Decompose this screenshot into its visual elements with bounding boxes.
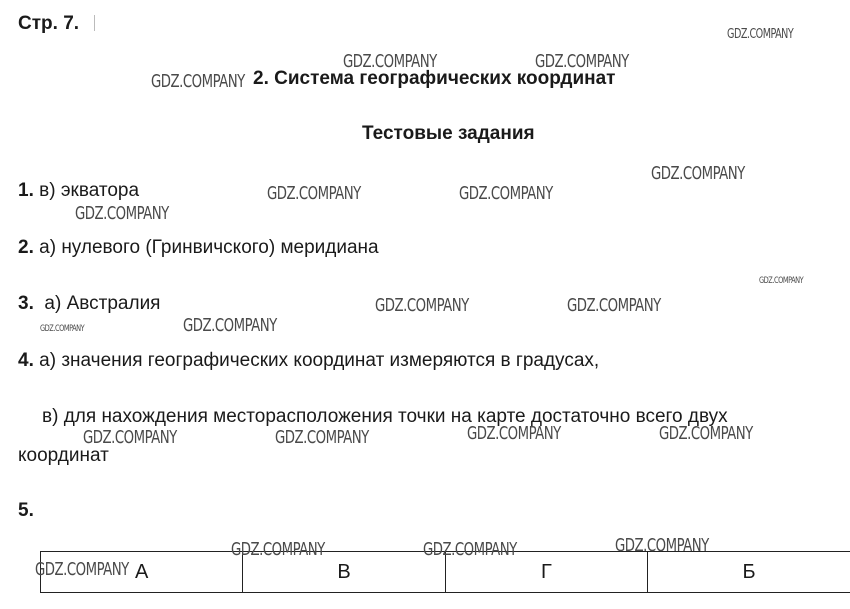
watermark: GDZ.COMPANY [35, 559, 129, 580]
answer-text: а) нулевого (Гринвичского) меридиана [39, 237, 379, 258]
cursor-mark [94, 15, 95, 31]
watermark: GDZ.COMPANY [267, 183, 361, 204]
answer-5-number: 5. [18, 500, 34, 521]
watermark: GDZ.COMPANY [183, 315, 277, 336]
watermark: GDZ.COMPANY [651, 163, 745, 184]
answer-text: а) Австралия [44, 293, 161, 314]
watermark: GDZ.COMPANY [759, 276, 804, 286]
answer-2 [18, 237, 379, 259]
answer-4-continuation: в) для нахождения месторасположения точки на карте достаточно всего двух [42, 406, 728, 427]
answer-4 [18, 350, 599, 372]
watermark: GDZ.COMPANY [275, 427, 369, 448]
answer-3 [18, 293, 160, 315]
answer-4-continuation-line2: координат [18, 445, 109, 466]
answer-1 [18, 180, 139, 202]
watermark: GDZ.COMPANY [375, 295, 469, 316]
watermark: GDZ.COMPANY [40, 324, 85, 334]
answer-number: 4. [18, 350, 34, 371]
page-number-header: Стр. 7. [18, 13, 80, 34]
watermark: GDZ.COMPANY [83, 427, 177, 448]
watermark: GDZ.COMPANY [535, 51, 629, 72]
answer-text: а) значения географических координат измеряются в градусах, [39, 350, 600, 371]
watermark: GDZ.COMPANY [75, 203, 169, 224]
section-title: 2. Система географических координат [253, 68, 616, 89]
table-cell: Г [445, 552, 647, 593]
watermark: GDZ.COMPANY [231, 539, 325, 560]
answer-number: 3. [18, 293, 34, 314]
table-cell: А [41, 552, 243, 593]
watermark: GDZ.COMPANY [459, 183, 553, 204]
table-cell: Б [648, 552, 850, 593]
watermark: GDZ.COMPANY [615, 535, 709, 556]
watermark: GDZ.COMPANY [423, 539, 517, 560]
watermark: GDZ.COMPANY [467, 423, 561, 444]
watermark: GDZ.COMPANY [727, 27, 794, 42]
answer-text: в) экватора [39, 180, 140, 201]
answer-number: 1. [18, 180, 34, 201]
watermark: GDZ.COMPANY [659, 423, 753, 444]
watermark: GDZ.COMPANY [151, 71, 245, 92]
watermark: GDZ.COMPANY [567, 295, 661, 316]
table-cell: В [243, 552, 445, 593]
answer-number: 2. [18, 237, 34, 258]
watermark: GDZ.COMPANY [343, 51, 437, 72]
subtitle: Тестовые задания [362, 123, 535, 144]
